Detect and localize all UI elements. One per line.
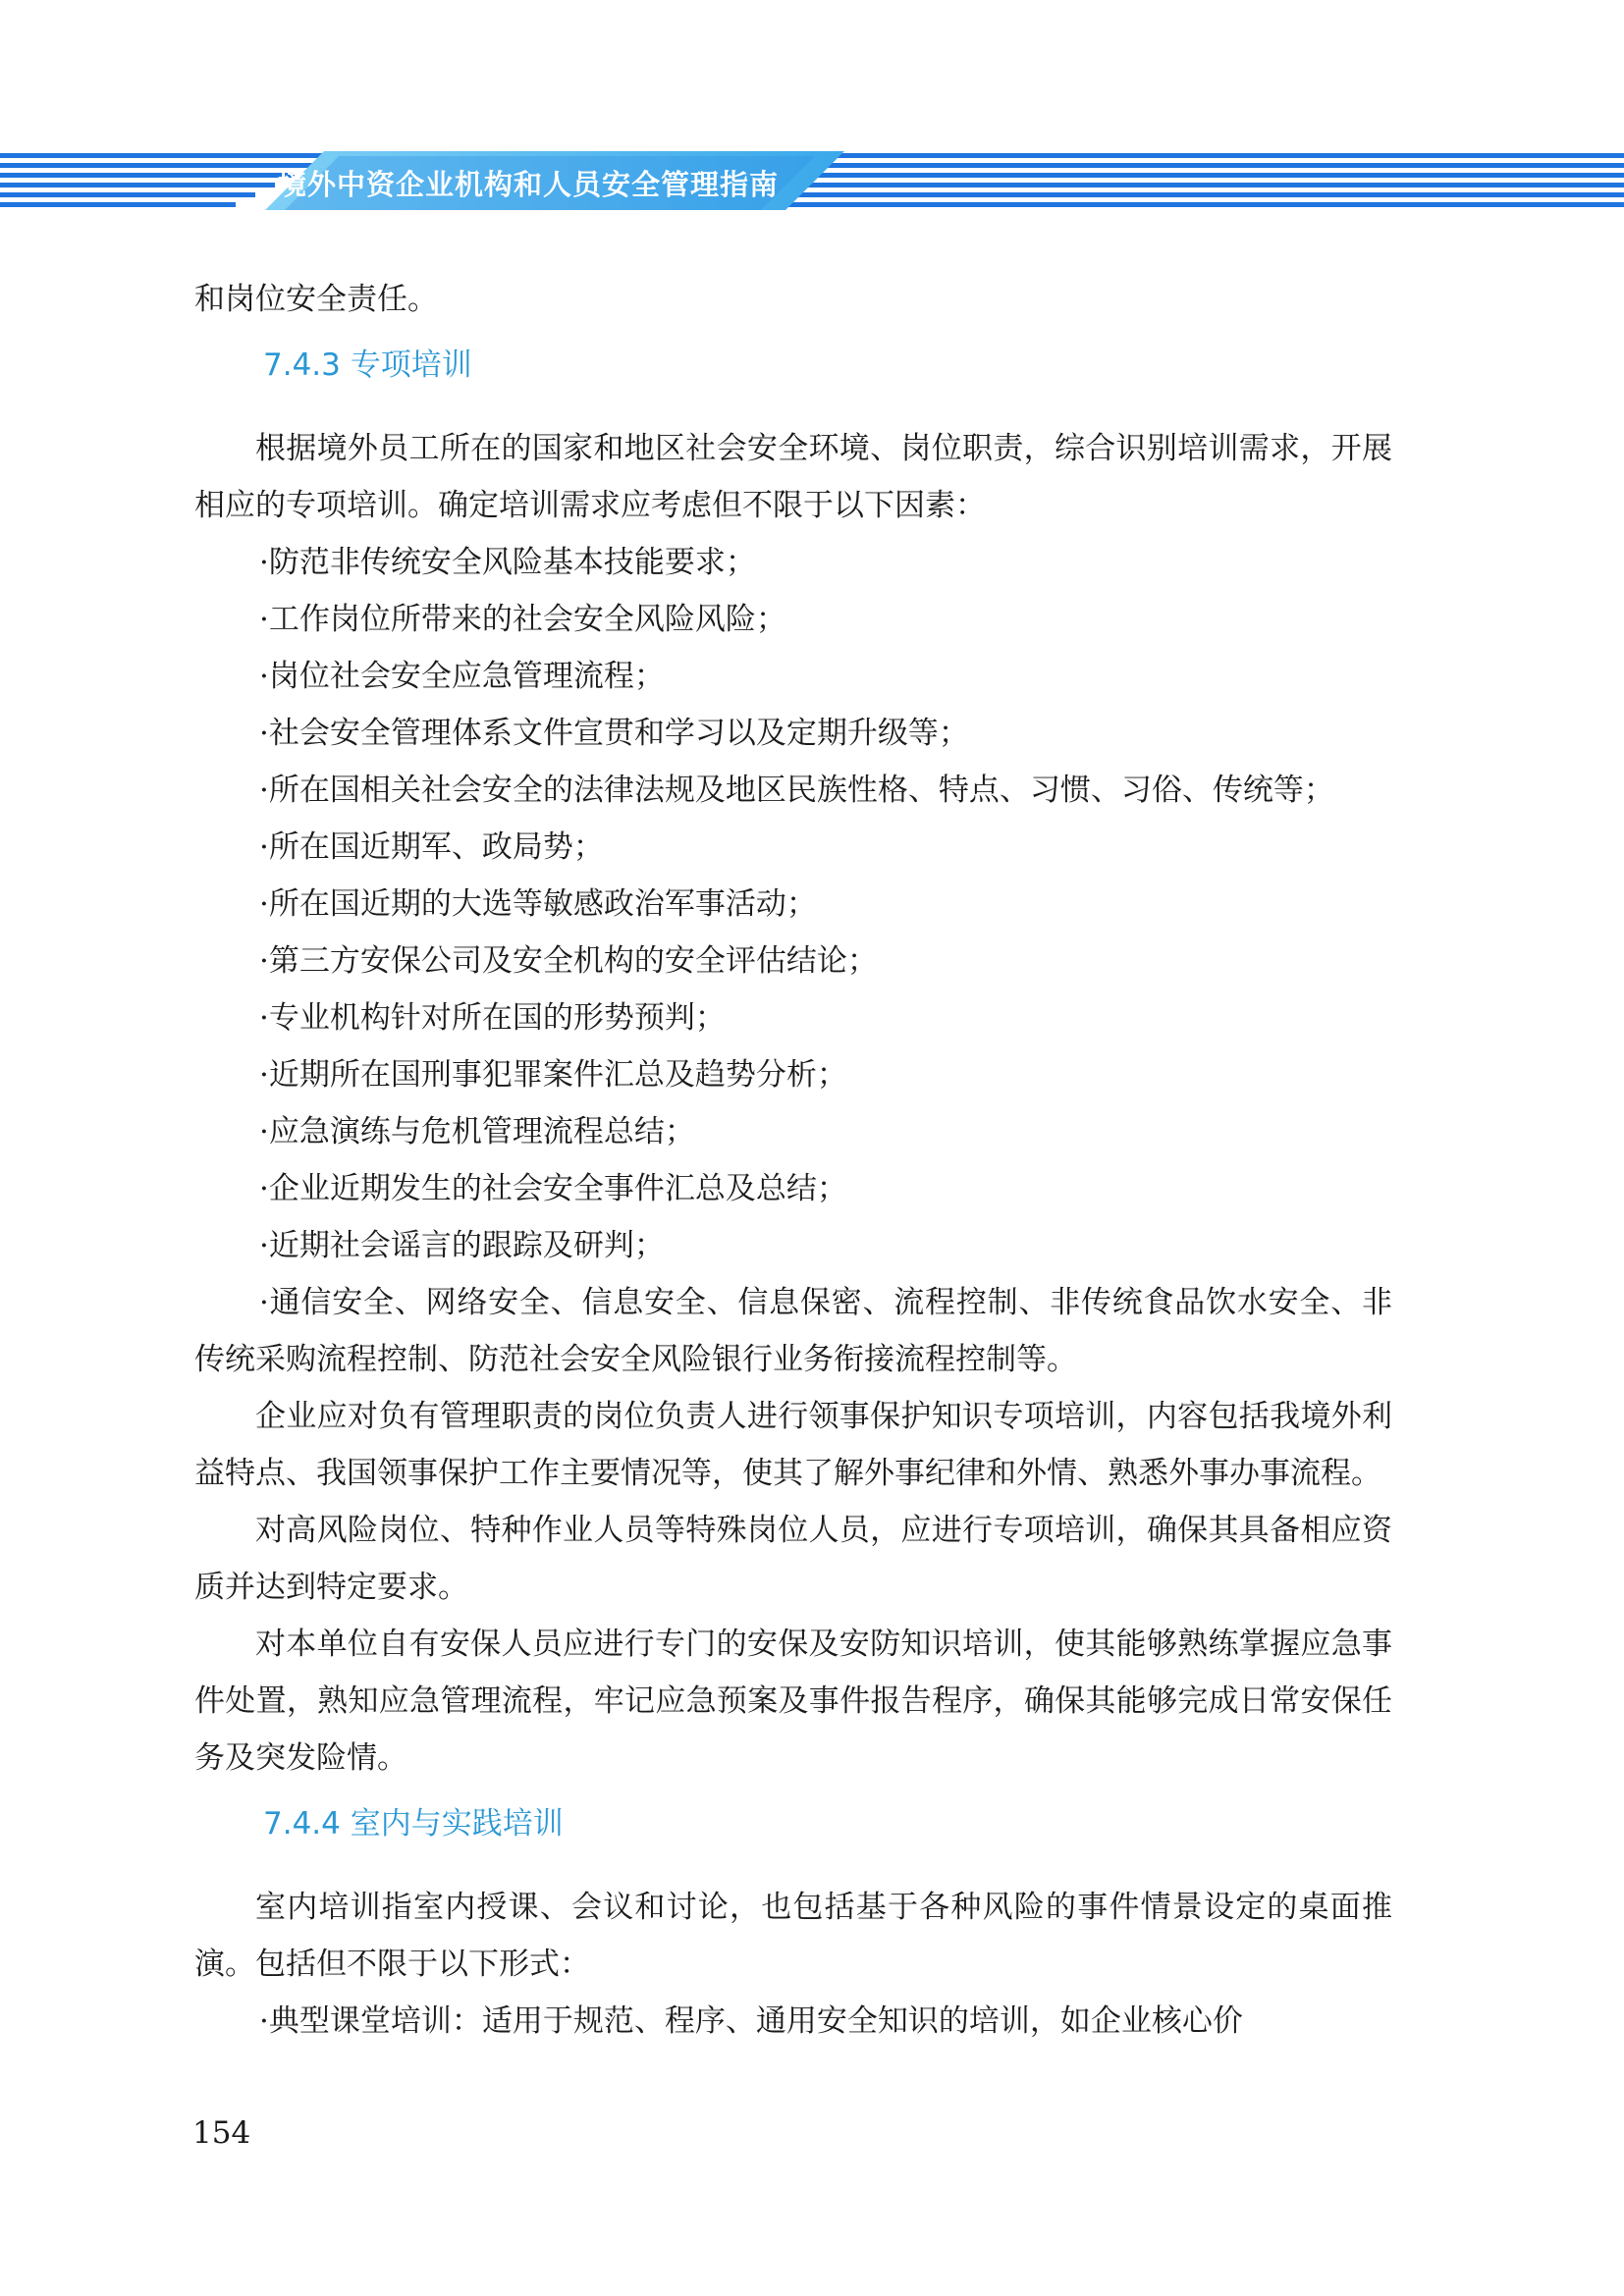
paragraph: 对本单位自有安保人员应进行专门的安保及安防知识培训，使其能够熟练掌握应急事件处置，熟知应急管理流程，牢记应急预案及事件报告程序，确保其能够完成日常安保任务及突发险情。 <box>194 1627 1392 1776</box>
running-header-title: 境外中资企业机构和人员安全管理指南 <box>278 168 780 201</box>
list-item: ·所在国近期军、政局势； <box>259 829 604 865</box>
list-item: ·典型课堂培训：适用于规范、程序、通用安全知识的培训，如企业核心价 <box>259 2003 1243 2039</box>
list-item: ·应急演练与危机管理流程总结； <box>259 1114 695 1149</box>
paragraph: 室内培训指室内授课、会议和讨论，也包括基于各种风险的事件情景设定的桌面推演。包括但不限于以下形式： <box>194 1890 1392 1982</box>
paragraph: 根据境外员工所在的国家和地区社会安全环境、岗位职责，综合识别培训需求，开展相应的专项培训。确定培训需求应考虑但不限于以下因素： <box>194 431 1392 523</box>
header-band <box>0 149 1624 210</box>
paragraph: 企业应对负有管理职责的岗位负责人进行领事保护知识专项培训，内容包括我境外利益特点、我国领事保护工作主要情况等，使其了解外事纪律和外情、熟悉外事办事流程。 <box>194 1399 1392 1491</box>
section-heading-7-4-4: 7.4.4 室内与实践培训 <box>263 1806 564 1842</box>
list-item: ·所在国近期的大选等敏感政治军事活动； <box>259 886 817 922</box>
paragraph: 对高风险岗位、特种作业人员等特殊岗位人员，应进行专项培训，确保其具备相应资质并达到特定要求。 <box>194 1513 1392 1605</box>
intro-line: 和岗位安全责任。 <box>194 282 438 317</box>
list-item: ·社会安全管理体系文件宣贯和学习以及定期升级等； <box>259 716 969 751</box>
list-item: ·所在国相关社会安全的法律法规及地区民族性格、特点、习惯、习俗、传统等； <box>259 773 1334 808</box>
list-item: ·防范非传统安全风险基本技能要求； <box>259 545 756 580</box>
header-stripes <box>0 149 1624 210</box>
list-item: ·近期社会谣言的跟踪及研判； <box>259 1228 665 1263</box>
page-number: 154 <box>192 2115 251 2151</box>
list-item: ·专业机构针对所在国的形势预判； <box>259 1000 726 1036</box>
list-item: ·工作岗位所带来的社会安全风险风险； <box>259 602 786 637</box>
list-item-long: ·通信安全、网络安全、信息安全、信息保密、流程控制、非传统食品饮水安全、非传统采购流程控制、防范社会安全风险银行业务衔接流程控制等。 <box>194 1285 1392 1377</box>
list-item: ·第三方安保公司及安全机构的安全评估结论； <box>259 943 878 979</box>
list-item: ·岗位社会安全应急管理流程； <box>259 659 665 694</box>
page-content <box>194 271 1392 2050</box>
list-item: ·近期所在国刑事犯罪案件汇总及趋势分析； <box>259 1057 847 1093</box>
section-heading-7-4-3: 7.4.3 专项培训 <box>263 347 472 383</box>
list-item: ·企业近期发生的社会安全事件汇总及总结； <box>259 1171 847 1206</box>
